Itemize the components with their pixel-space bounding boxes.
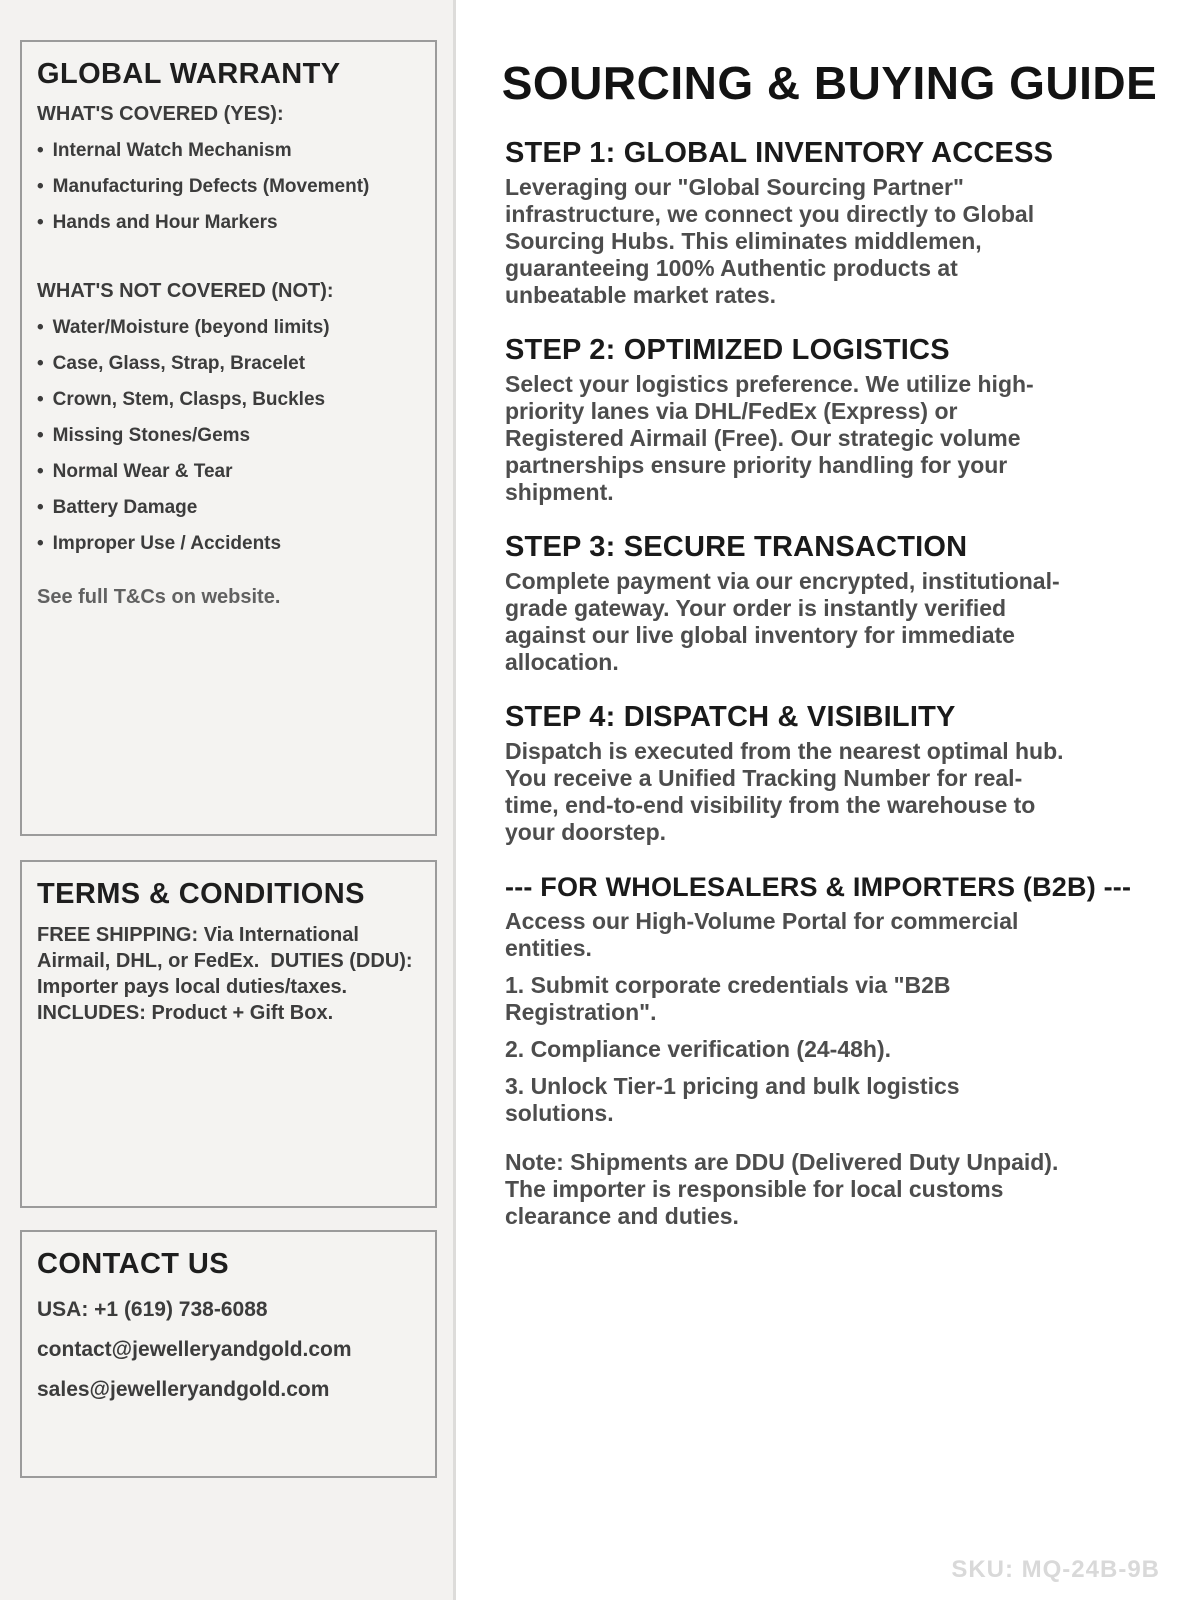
list-item: • Hands and Hour Markers — [37, 211, 420, 234]
step-4-section — [505, 700, 1185, 846]
step-1-section — [505, 136, 1185, 309]
main-content — [459, 0, 1200, 1600]
list-item: • Manufacturing Defects (Movement) — [37, 175, 420, 198]
step-2-section — [505, 333, 1185, 506]
b2b-item-2: 2. Compliance verification (24-48h). — [505, 1036, 892, 1062]
step-2-body: Select your logistics preference. We utilize high-priority lanes via DHL/FedEx (Express) or Registered Airmail (Free). Our strategic volume partnerships ensure priority handling for your shipment. — [505, 371, 1034, 505]
sidebar — [0, 0, 456, 1600]
step-1-body: Leveraging our "Global Sourcing Partner" infrastructure, we connect you directly to Global Sourcing Hubs. This eliminates middlemen, guaranteeing 100% Authentic products at unbeatable market rates. — [505, 174, 1035, 308]
step-1-title: STEP 1: GLOBAL INVENTORY ACCESS — [505, 137, 1054, 169]
contact-phone: USA: +1 (619) 738-6088 — [37, 1298, 268, 1321]
covered-list — [37, 139, 420, 234]
step-3-section — [505, 530, 1185, 676]
list-item: • Normal Wear & Tear — [37, 460, 420, 483]
b2b-title: --- FOR WHOLESALERS & IMPORTERS (B2B) --- — [505, 872, 1132, 902]
terms-title: TERMS & CONDITIONS — [37, 878, 365, 910]
list-item: • Water/Moisture (beyond limits) — [37, 316, 420, 339]
step-2-title: STEP 2: OPTIMIZED LOGISTICS — [505, 334, 950, 366]
list-item: • Improper Use / Accidents — [37, 532, 420, 555]
list-item: • Case, Glass, Strap, Bracelet — [37, 352, 420, 375]
list-item: • Crown, Stem, Clasps, Buckles — [37, 388, 420, 411]
not-covered-title: WHAT'S NOT COVERED (NOT): — [37, 280, 334, 302]
b2b-intro: Access our High-Volume Portal for commercial entities. — [505, 908, 1019, 961]
sku-label: SKU: MQ-24B-9B — [951, 1556, 1160, 1583]
b2b-section — [505, 870, 1185, 1230]
list-item: • Internal Watch Mechanism — [37, 139, 420, 162]
warranty-note: See full T&Cs on website. — [37, 586, 281, 608]
guide-content — [459, 136, 1185, 1230]
contact-title: CONTACT US — [37, 1248, 229, 1280]
contact-us-panel — [20, 1230, 437, 1478]
list-item: • Battery Damage — [37, 496, 420, 519]
not-covered-list — [37, 316, 420, 555]
page-title: SOURCING & BUYING GUIDE — [501, 57, 1158, 109]
b2b-item-3: 3. Unlock Tier-1 pricing and bulk logistics solutions. — [505, 1073, 960, 1126]
b2b-note: Note: Shipments are DDU (Delivered Duty Unpaid). The importer is responsible for local customs clearance and duties. — [505, 1149, 1059, 1229]
terms-conditions-panel — [20, 860, 437, 1208]
covered-title: WHAT'S COVERED (YES): — [37, 103, 284, 125]
step-3-title: STEP 3: SECURE TRANSACTION — [505, 531, 968, 563]
b2b-item-1: 1. Submit corporate credentials via "B2B Registration". — [505, 972, 951, 1025]
global-warranty-panel — [20, 40, 437, 836]
list-item: • Missing Stones/Gems — [37, 424, 420, 447]
contact-email: contact@jewelleryandgold.com — [37, 1338, 352, 1361]
step-3-body: Complete payment via our encrypted, institutional-grade gateway. Your order is instantly verified against our live global inventory for immediate allocation. — [505, 568, 1060, 675]
warranty-title: GLOBAL WARRANTY — [37, 58, 341, 90]
sales-email: sales@jewelleryandgold.com — [37, 1378, 330, 1401]
step-4-body: Dispatch is executed from the nearest optimal hub. You receive a Unified Tracking Number for real-time, end-to-end visibility from the warehouse to your doorstep. — [505, 738, 1064, 845]
terms-body: FREE SHIPPING: Via International Airmail, DHL, or FedEx. DUTIES (DDU): Importer pays local duties/taxes. INCLUDES: Product + Gift Box. — [37, 924, 419, 1024]
step-4-title: STEP 4: DISPATCH & VISIBILITY — [505, 701, 956, 733]
